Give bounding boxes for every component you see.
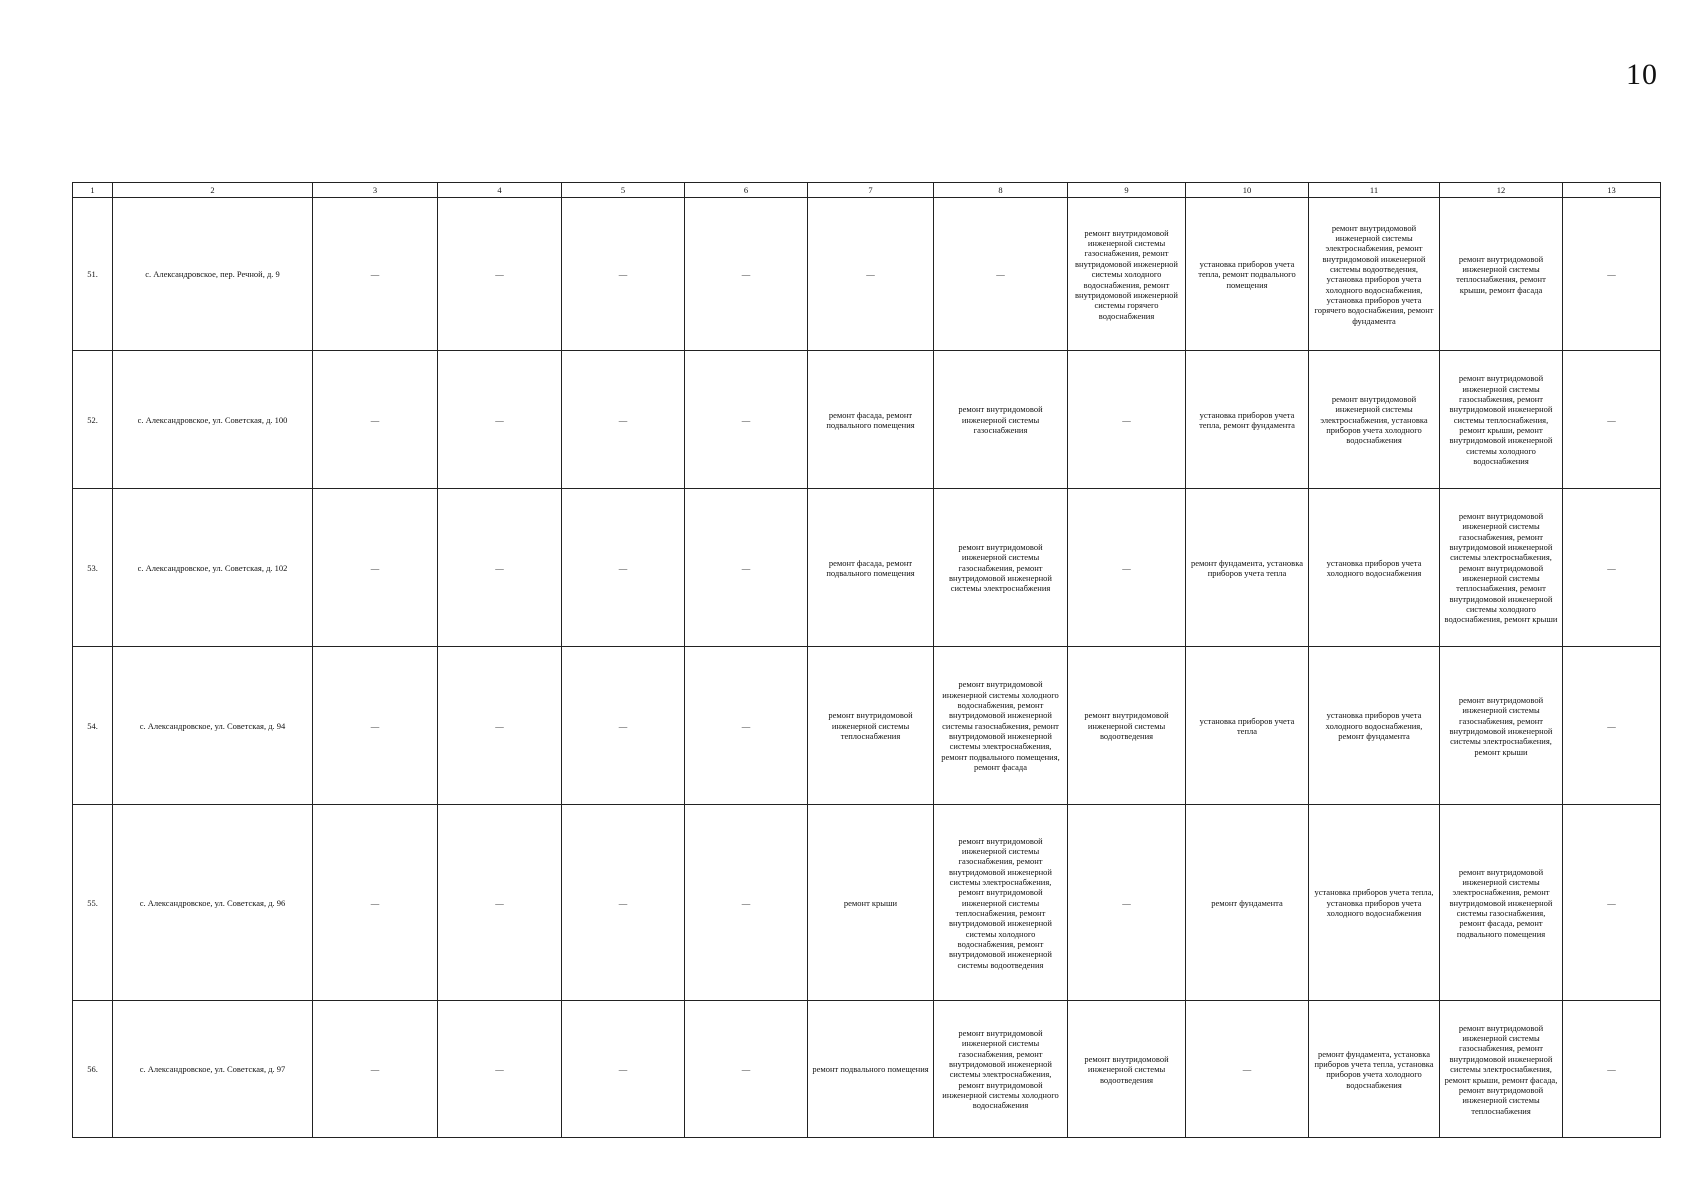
table-cell: ремонт внутридомовой инженерной системы газоснабжения, ремонт внутридомовой инженерной системы электроснабжения, ремонт крыши, ремонт фасада, ремонт внутридомовой инженерной системы теплоснабжения — [1440, 1001, 1563, 1138]
table-cell: — — [313, 198, 438, 351]
table-cell: ремонт внутридомовой инженерной системы электроснабжения, ремонт внутридомовой инженерной системы газоснабжения, ремонт фасада, ремонт подвального помещения — [1440, 805, 1563, 1001]
table-cell: — — [808, 198, 934, 351]
table-cell: ремонт внутридомовой инженерной системы газоснабжения — [934, 351, 1068, 489]
table-cell: ремонт фундамента, установка приборов учета тепла — [1186, 489, 1309, 647]
table-cell: — — [562, 647, 685, 805]
table-cell: ремонт внутридомовой инженерной системы газоснабжения, ремонт внутридомовой инженерной системы электроснабжения, ремонт внутридомовой инженерной системы теплоснабжения, ремонт внутридомовой инженерной системы холодного водоснабжения, ремонт крыши — [1440, 489, 1563, 647]
address-cell: с. Александровское, ул. Советская, д. 96 — [113, 805, 313, 1001]
column-header: 12 — [1440, 183, 1563, 198]
table-cell: ремонт внутридомовой инженерной системы газоснабжения, ремонт внутридомовой инженерной системы электроснабжения, ремонт крыши — [1440, 647, 1563, 805]
row-number: 54. — [73, 647, 113, 805]
table-cell: ремонт внутридомовой инженерной системы газоснабжения, ремонт внутридомовой инженерной системы холодного водоснабжения, ремонт внутридомовой инженерной системы горячего водоснабжения — [1068, 198, 1186, 351]
table-cell: ремонт внутридомовой инженерной системы электроснабжения, ремонт внутридомовой инженерной системы водоотведения, установка приборов учета холодного водоснабжения, установка приборов учета горячего водоснабжения, ремонт фундамента — [1309, 198, 1440, 351]
table-row — [73, 647, 1661, 805]
column-header: 11 — [1309, 183, 1440, 198]
column-header: 9 — [1068, 183, 1186, 198]
table-cell: ремонт подвального помещения — [808, 1001, 934, 1138]
table-cell: — — [934, 198, 1068, 351]
column-header: 6 — [685, 183, 808, 198]
table-cell: — — [438, 198, 562, 351]
table-cell: — — [1068, 351, 1186, 489]
address-cell: с. Александровское, ул. Советская, д. 97 — [113, 1001, 313, 1138]
repair-schedule-table — [72, 182, 1661, 1138]
table-cell: — — [1068, 489, 1186, 647]
table-cell: ремонт фундамента, установка приборов учета тепла, установка приборов учета холодного водоснабжения — [1309, 1001, 1440, 1138]
table-cell: ремонт крыши — [808, 805, 934, 1001]
column-header: 13 — [1563, 183, 1661, 198]
table-cell: — — [438, 1001, 562, 1138]
address-cell: с. Александровское, пер. Речной, д. 9 — [113, 198, 313, 351]
table-cell: установка приборов учета холодного водоснабжения, ремонт фундамента — [1309, 647, 1440, 805]
column-header: 3 — [313, 183, 438, 198]
column-header: 4 — [438, 183, 562, 198]
table-row — [73, 805, 1661, 1001]
table-cell: — — [438, 489, 562, 647]
table-cell: ремонт внутридомовой инженерной системы газоснабжения, ремонт внутридомовой инженерной системы электроснабжения, ремонт внутридомовой инженерной системы холодного водоснабжения — [934, 1001, 1068, 1138]
table-cell: — — [685, 198, 808, 351]
table-cell: ремонт фундамента — [1186, 805, 1309, 1001]
table-row — [73, 1001, 1661, 1138]
table-cell: — — [438, 647, 562, 805]
column-header: 2 — [113, 183, 313, 198]
table-cell: — — [562, 1001, 685, 1138]
table-cell: — — [685, 805, 808, 1001]
table-cell: — — [685, 647, 808, 805]
address-cell: с. Александровское, ул. Советская, д. 100 — [113, 351, 313, 489]
table-cell: — — [438, 805, 562, 1001]
column-number-row — [73, 183, 1661, 198]
table-cell: — — [1563, 198, 1661, 351]
page-number: 10 — [1626, 58, 1658, 91]
table-cell: — — [1563, 351, 1661, 489]
table-cell: — — [313, 805, 438, 1001]
table-cell: — — [1563, 647, 1661, 805]
table-cell: — — [1563, 1001, 1661, 1138]
table-cell: — — [685, 1001, 808, 1138]
row-number: 56. — [73, 1001, 113, 1138]
table-cell: — — [562, 351, 685, 489]
address-cell: с. Александровское, ул. Советская, д. 102 — [113, 489, 313, 647]
table-cell: — — [1068, 805, 1186, 1001]
table-cell: ремонт внутридомовой инженерной системы холодного водоснабжения, ремонт внутридомовой инженерной системы газоснабжения, ремонт внутридомовой инженерной системы электроснабжения, ремонт подвального помещения, ремонт фасада — [934, 647, 1068, 805]
table-cell: ремонт внутридомовой инженерной системы теплоснабжения — [808, 647, 934, 805]
column-header: 8 — [934, 183, 1068, 198]
table-cell: ремонт внутридомовой инженерной системы водоотведения — [1068, 1001, 1186, 1138]
table-cell: — — [562, 489, 685, 647]
table-cell: установка приборов учета тепла, установка приборов учета холодного водоснабжения — [1309, 805, 1440, 1001]
table-cell: — — [562, 805, 685, 1001]
table-cell: — — [313, 351, 438, 489]
table-cell: — — [1186, 1001, 1309, 1138]
table-cell: ремонт внутридомовой инженерной системы водоотведения — [1068, 647, 1186, 805]
row-number: 51. — [73, 198, 113, 351]
table-cell: — — [562, 198, 685, 351]
table-cell: — — [1563, 805, 1661, 1001]
table-cell: ремонт внутридомовой инженерной системы газоснабжения, ремонт внутридомовой инженерной системы электроснабжения — [934, 489, 1068, 647]
row-number: 53. — [73, 489, 113, 647]
table-cell: установка приборов учета тепла, ремонт подвального помещения — [1186, 198, 1309, 351]
column-header: 10 — [1186, 183, 1309, 198]
table-cell: ремонт фасада, ремонт подвального помещения — [808, 351, 934, 489]
table-cell: — — [313, 489, 438, 647]
table-cell: — — [313, 1001, 438, 1138]
table-cell: установка приборов учета холодного водоснабжения — [1309, 489, 1440, 647]
table-row — [73, 198, 1661, 351]
table-row — [73, 351, 1661, 489]
table-cell: — — [438, 351, 562, 489]
table-cell: установка приборов учета тепла — [1186, 647, 1309, 805]
table-cell: — — [313, 647, 438, 805]
table-cell: ремонт внутридомовой инженерной системы электроснабжения, установка приборов учета холодного водоснабжения — [1309, 351, 1440, 489]
column-header: 5 — [562, 183, 685, 198]
row-number: 55. — [73, 805, 113, 1001]
table-cell: установка приборов учета тепла, ремонт фундамента — [1186, 351, 1309, 489]
table-cell: ремонт внутридомовой инженерной системы газоснабжения, ремонт внутридомовой инженерной системы электроснабжения, ремонт внутридомовой инженерной системы теплоснабжения, ремонт внутридомовой инженерной системы холодного водоснабжения, ремонт внутридомовой инженерной системы водоотведения — [934, 805, 1068, 1001]
table-row — [73, 489, 1661, 647]
table-cell: — — [685, 351, 808, 489]
table-cell: ремонт фасада, ремонт подвального помещения — [808, 489, 934, 647]
address-cell: с. Александровское, ул. Советская, д. 94 — [113, 647, 313, 805]
table-cell: ремонт внутридомовой инженерной системы газоснабжения, ремонт внутридомовой инженерной системы теплоснабжения, ремонт крыши, ремонт внутридомовой инженерной системы холодного водоснабжения — [1440, 351, 1563, 489]
column-header: 7 — [808, 183, 934, 198]
column-header: 1 — [73, 183, 113, 198]
row-number: 52. — [73, 351, 113, 489]
table-cell: ремонт внутридомовой инженерной системы теплоснабжения, ремонт крыши, ремонт фасада — [1440, 198, 1563, 351]
table-cell: — — [1563, 489, 1661, 647]
table-cell: — — [685, 489, 808, 647]
